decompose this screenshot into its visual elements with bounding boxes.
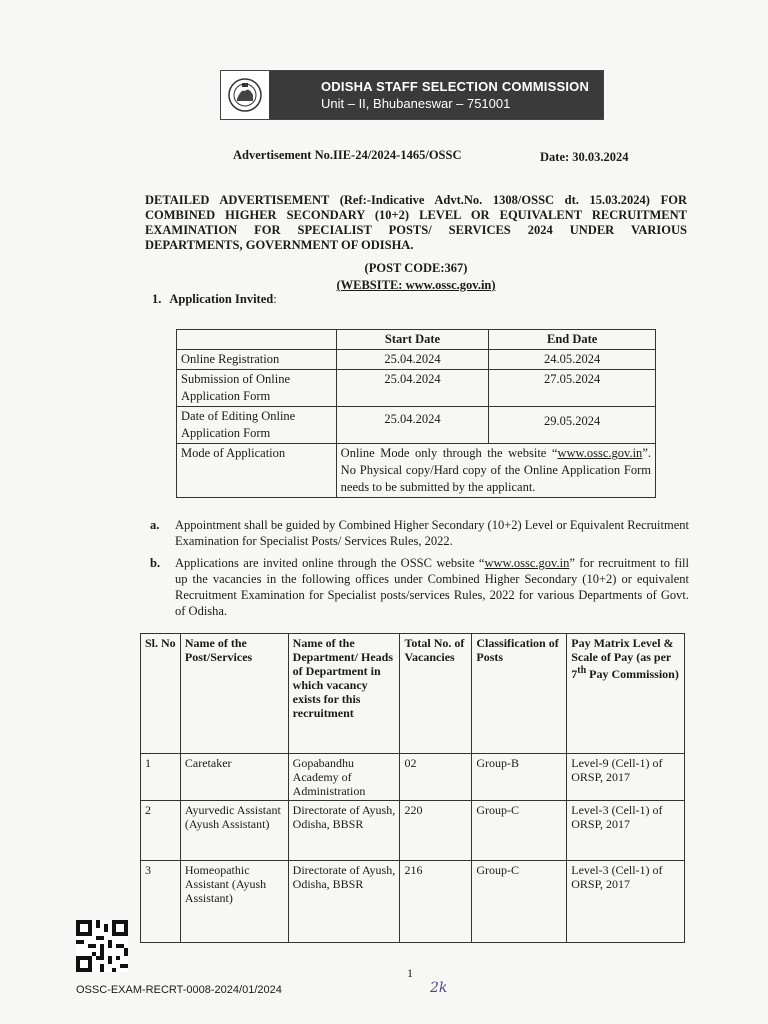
row-end-date: 29.05.2024 (489, 407, 656, 444)
cell-sl: 2 (141, 801, 181, 861)
commission-header (220, 70, 604, 120)
detailed-advertisement-heading: DETAILED ADVERTISEMENT (Ref:-Indicative Advt.No. 1308/OSSC dt. 15.03.2024) FOR COMBINED HIGHER SECONDARY (10+2) LEVEL OR EQUIVALENT RECRUITMENT EXAMINATION FOR SPECIALIST POSTS/ SERVICES 2024 UNDER VARIOUS DEPARTMENTS, GOVERNMENT OF ODISHA. (145, 193, 687, 252)
vacancy-posts-table (140, 633, 685, 943)
pay-header-end: Pay Commission) (586, 667, 679, 681)
document-reference-code: OSSC-EXAM-RECRT-0008-2024/01/2024 (76, 984, 282, 996)
para-label: a. (150, 518, 160, 532)
signature-mark: 2k (430, 980, 448, 996)
table-row-mode (177, 444, 656, 498)
table-row (141, 861, 685, 943)
section-title: Application Invited (169, 292, 274, 306)
cell-pay: Level-3 (Cell-1) of ORSP, 2017 (567, 861, 685, 943)
cell-class: Group-B (472, 754, 567, 801)
commission-address: Unit – II, Bhubaneswar – 751001 (321, 96, 511, 111)
commission-name: ODISHA STAFF SELECTION COMMISSION (321, 79, 590, 94)
row-start-date: 25.04.2024 (336, 350, 489, 370)
ossc-website-link[interactable]: www.ossc.gov.in (484, 556, 570, 570)
post-code: (POST CODE:367) (364, 261, 468, 275)
cell-post: Ayurvedic Assistant (Ayush Assistant) (180, 801, 288, 861)
cell-dept: Directorate of Ayush, Odisha, BBSR (288, 801, 400, 861)
table-row (141, 801, 685, 861)
table-header-row (141, 634, 685, 754)
section-number: 1. (152, 292, 162, 306)
header-post-name: Name of the Post/Services (180, 634, 288, 754)
header-department: Name of the Department/ Heads of Department in which vacancy exists for this recruitment (288, 634, 400, 754)
table-row (177, 407, 656, 444)
table-header-start-date: Start Date (336, 330, 489, 350)
mode-text-after: ”. No Physical copy/Hard copy of the Online Application Form needs to be submitted by the applicant. (340, 446, 651, 494)
section-colon: : (273, 292, 277, 306)
website-link[interactable]: (WEBSITE: www.ossc.gov.in) (336, 278, 496, 292)
table-header-empty (177, 330, 337, 350)
row-end-date: 24.05.2024 (489, 350, 656, 370)
cell-sl: 3 (141, 861, 181, 943)
mode-of-application-text (336, 444, 655, 498)
paragraph-b (145, 555, 689, 619)
para-label: b. (150, 556, 161, 570)
cell-class: Group-C (472, 801, 567, 861)
cell-dept: Directorate of Ayush, Odisha, BBSR (288, 861, 400, 943)
header-sl-no: Sl. No (141, 634, 181, 754)
cell-class: Group-C (472, 861, 567, 943)
cell-post: Caretaker (180, 754, 288, 801)
table-row (141, 754, 685, 801)
table-row (177, 350, 656, 370)
row-label: Date of Editing Online Application Form (177, 407, 337, 444)
row-start-date: 25.04.2024 (336, 407, 489, 444)
row-label: Mode of Application (177, 444, 337, 498)
advertisement-date: Date: 30.03.2024 (540, 150, 629, 164)
table-header-row (177, 330, 656, 350)
table-header-end-date: End Date (489, 330, 656, 350)
row-start-date: 25.04.2024 (336, 370, 489, 407)
page-number: 1 (407, 966, 413, 980)
header-total-vacancies: Total No. of Vacancies (400, 634, 472, 754)
qr-code-icon (76, 920, 128, 972)
header-classification: Classification of Posts (472, 634, 567, 754)
pay-header-main: Pay Matrix Level & Scale of Pay (as per 7 (571, 636, 674, 681)
header-pay-matrix (567, 634, 685, 754)
cell-pay: Level-9 (Cell-1) of ORSP, 2017 (567, 754, 685, 801)
mode-text-before: Online Mode only through the website “ (340, 446, 558, 460)
pay-header-sup: th (577, 665, 587, 676)
section-application-invited (152, 292, 277, 307)
ossc-website-link[interactable]: www.ossc.gov.in (557, 446, 643, 460)
para-text-after: ” for recruitment to fill up the vacancies in the following offices under Combined Higher Secondary (10+2) or equivalent Recruitment Examination for Specialist posts/services Rules, 2022 for various Departments of Govt. of Odisha. (175, 556, 689, 618)
para-text-before: Applications are invited online through the OSSC website “ (175, 556, 485, 570)
para-text: Appointment shall be guided by Combined Higher Secondary (10+2) Level or Equivalent Recruitment Examination for Specialist Posts/ Services Rules, 2022. (175, 518, 689, 548)
cell-pay: Level-3 (Cell-1) of ORSP, 2017 (567, 801, 685, 861)
paragraph-a (145, 517, 689, 549)
cell-total: 216 (400, 861, 472, 943)
header-title-bar (269, 71, 603, 119)
cell-sl: 1 (141, 754, 181, 801)
odisha-emblem-icon (221, 71, 269, 119)
table-row (177, 370, 656, 407)
application-dates-table (176, 329, 656, 498)
row-label: Submission of Online Application Form (177, 370, 337, 407)
row-label: Online Registration (177, 350, 337, 370)
advertisement-number: Advertisement No.IIE-24/2024-1465/OSSC (233, 148, 462, 162)
para-text (175, 555, 689, 619)
cell-dept: Gopabandhu Academy of Administration (288, 754, 400, 801)
cell-post: Homeopathic Assistant (Ayush Assistant) (180, 861, 288, 943)
cell-total: 220 (400, 801, 472, 861)
cell-total: 02 (400, 754, 472, 801)
row-end-date: 27.05.2024 (489, 370, 656, 407)
